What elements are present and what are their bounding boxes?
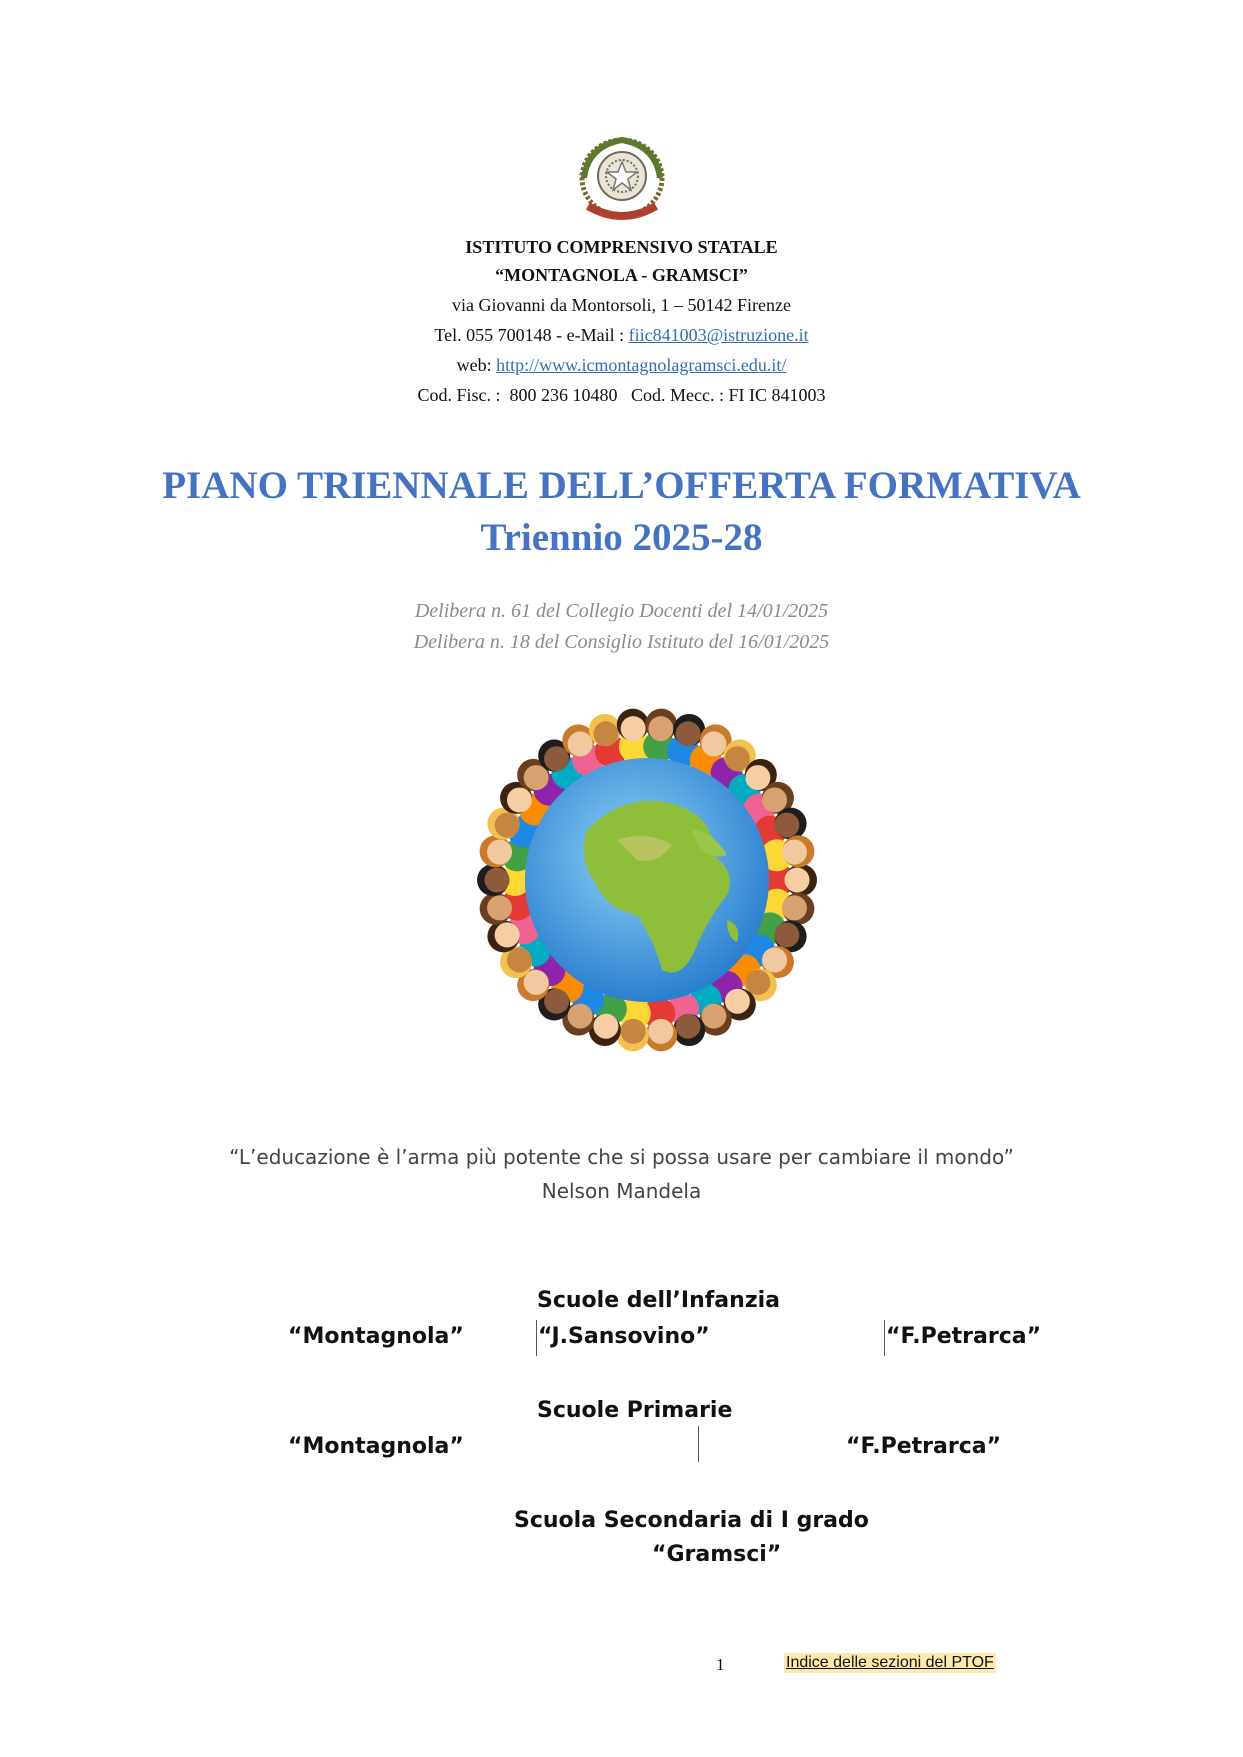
- page-number: 1: [716, 1655, 725, 1674]
- tel-label: Tel. 055 700148 - e-Mail :: [434, 325, 629, 345]
- column-divider: [536, 1320, 537, 1356]
- primarie-heading: Scuole Primarie: [537, 1398, 733, 1423]
- document-title: PIANO TRIENNALE DELL’OFFERTA FORMATIVA: [162, 464, 1081, 507]
- primaria-petrarca: “F.Petrarca”: [846, 1434, 1002, 1459]
- deliberation-1: Delibera n. 61 del Collegio Docenti del 14/01/2025: [414, 600, 829, 622]
- school-address: via Giovanni da Montorsoli, 1 – 50142 Firenze: [452, 295, 791, 315]
- child-face: [544, 989, 569, 1014]
- document-subtitle: Triennio 2025-28: [480, 516, 763, 559]
- child-face: [648, 716, 673, 741]
- infanzia-montagnola: “Montagnola”: [288, 1324, 464, 1349]
- child-face: [593, 1014, 618, 1039]
- website-link[interactable]: http://www.icmontagnolagramsci.edu.it/: [496, 355, 787, 375]
- fiscal-codes: Cod. Fisc. : 800 236 10480 Cod. Mecc. : FI IC 841003: [417, 385, 826, 405]
- child-face: [568, 731, 593, 756]
- child-face: [621, 716, 646, 741]
- child-face: [745, 970, 770, 995]
- child-face: [568, 1004, 593, 1029]
- column-divider: [698, 1426, 699, 1462]
- infanzia-petrarca: “F.Petrarca”: [886, 1324, 1042, 1349]
- child-face: [725, 746, 750, 771]
- web-line: [0, 354, 1243, 376]
- child-face: [762, 787, 787, 812]
- infanzia-heading: Scuole dell’Infanzia: [537, 1288, 781, 1313]
- child-face: [524, 970, 549, 995]
- child-face: [701, 1004, 726, 1029]
- ptof-index-link[interactable]: Indice delle sezioni del PTOF: [786, 1654, 994, 1671]
- child-face: [507, 787, 532, 812]
- child-face: [495, 922, 520, 947]
- children-around-globe-illustration: [437, 680, 857, 1070]
- deliberation-2: Delibera n. 18 del Consiglio Istituto del 16/01/2025: [413, 631, 830, 653]
- secondaria-heading: Scuola Secondaria di I grado: [514, 1508, 869, 1533]
- primaria-montagnola: “Montagnola”: [288, 1434, 464, 1459]
- child-face: [782, 840, 807, 865]
- email-link[interactable]: fiic841003@istruzione.it: [628, 325, 809, 345]
- child-face: [762, 948, 787, 973]
- child-face: [774, 922, 799, 947]
- child-face: [621, 1019, 646, 1044]
- child-face: [487, 895, 512, 920]
- infanzia-sansovino: “J.Sansovino”: [538, 1324, 710, 1349]
- child-face: [495, 813, 520, 838]
- secondaria-gramsci: “Gramsci”: [652, 1542, 782, 1567]
- child-face: [725, 989, 750, 1014]
- child-face: [524, 765, 549, 790]
- quote-author: Nelson Mandela: [541, 1179, 702, 1203]
- column-divider: [884, 1320, 885, 1356]
- child-face: [487, 840, 512, 865]
- web-label: web:: [456, 355, 497, 375]
- school-name: “MONTAGNOLA - GRAMSCI”: [495, 265, 748, 285]
- italian-republic-emblem: [574, 134, 670, 224]
- child-face: [544, 746, 569, 771]
- child-face: [745, 765, 770, 790]
- child-face: [782, 895, 807, 920]
- child-face: [593, 721, 618, 746]
- institute-name: ISTITUTO COMPRENSIVO STATALE: [465, 237, 778, 257]
- contact-line: [0, 324, 1243, 346]
- mandela-quote: “L’educazione è l’arma più potente che si possa usare per cambiare il mondo”: [229, 1145, 1014, 1169]
- child-face: [785, 868, 810, 893]
- child-face: [485, 868, 510, 893]
- child-face: [701, 731, 726, 756]
- child-face: [648, 1019, 673, 1044]
- child-face: [507, 948, 532, 973]
- child-face: [676, 1014, 701, 1039]
- child-face: [676, 721, 701, 746]
- child-face: [774, 813, 799, 838]
